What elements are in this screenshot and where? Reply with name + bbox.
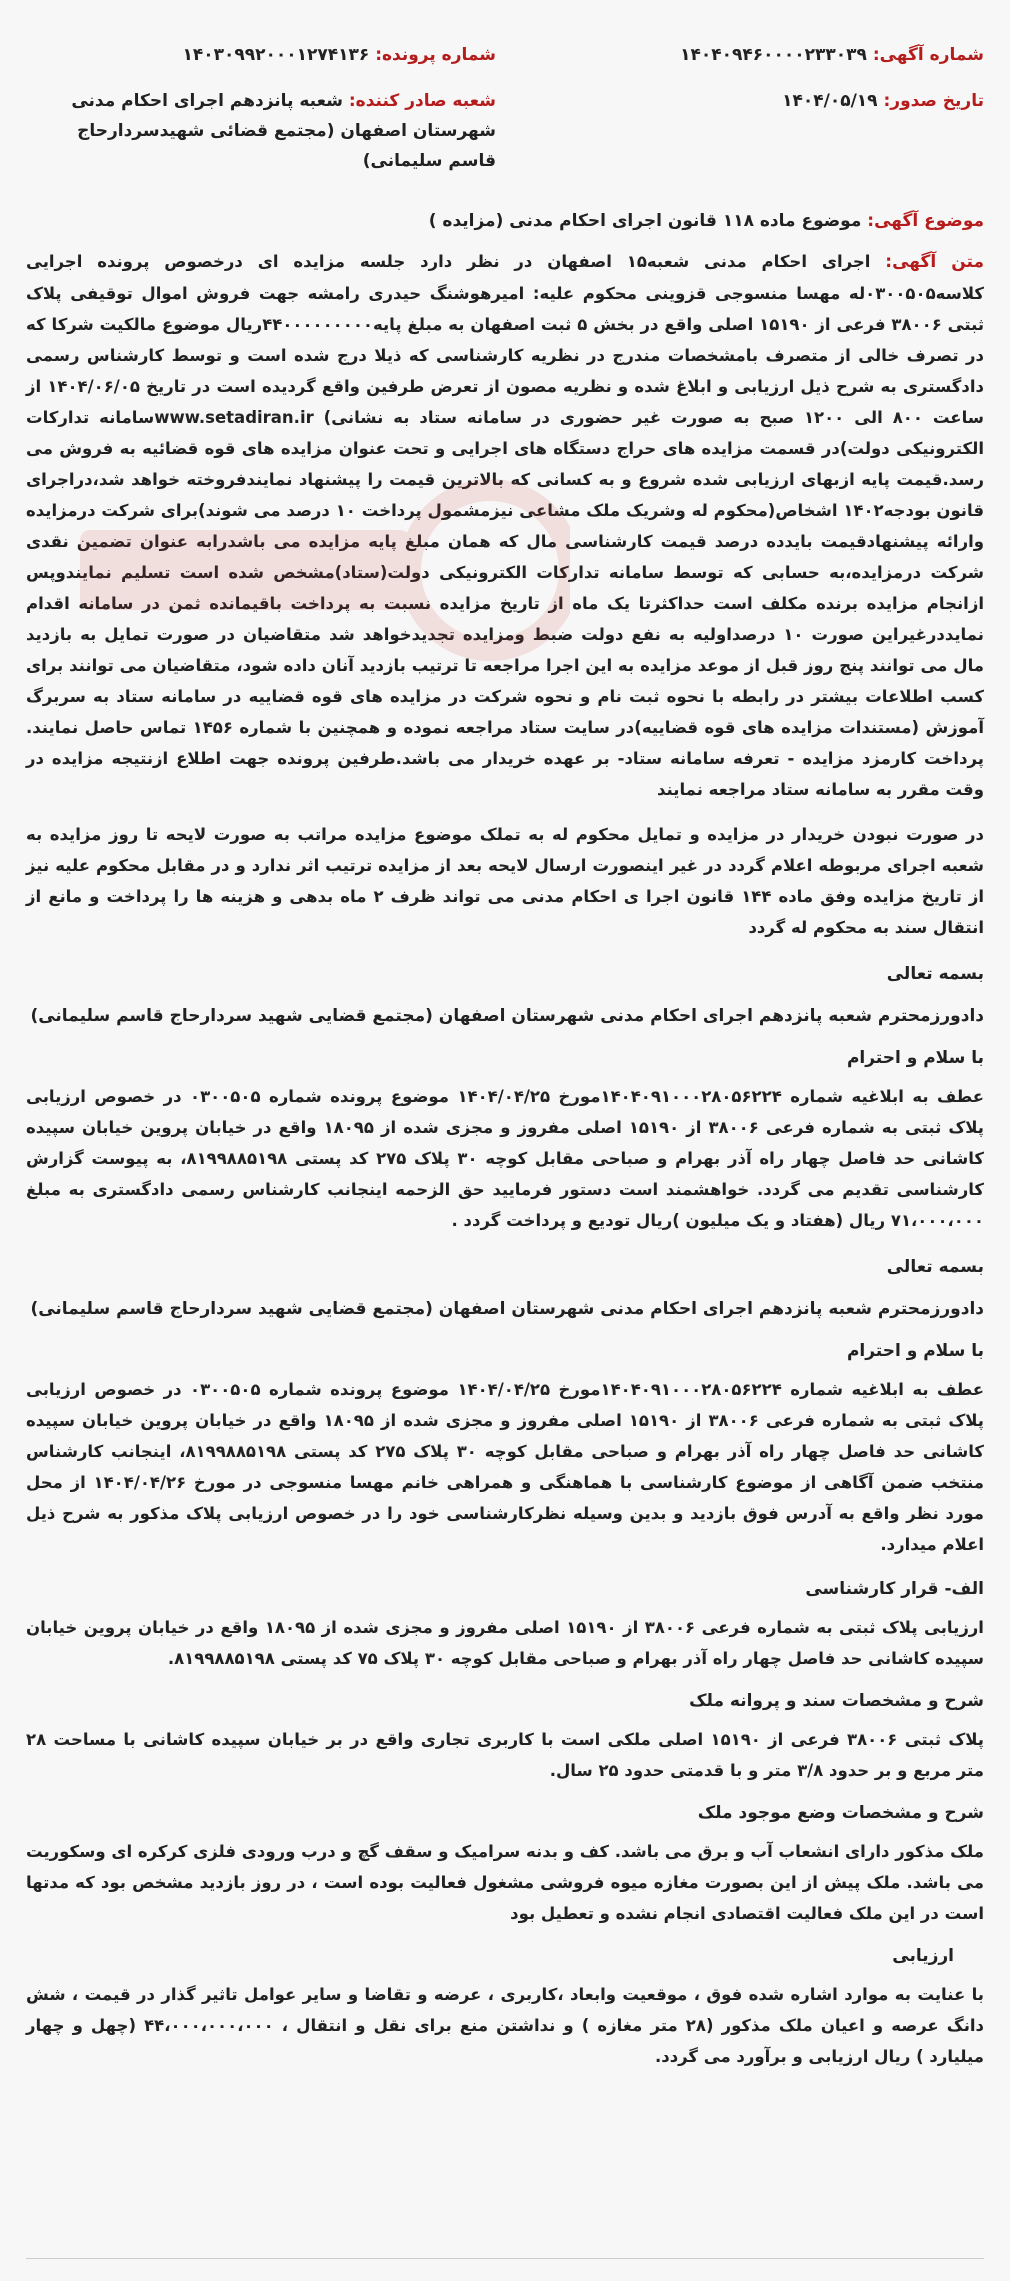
section-text: پلاک ثبتی ۳۸۰۰۶ فرعی از ۱۵۱۹۰ اصلی ملکی است با کاربری تجاری واقع در بر خیابان سپیده کاشانی با مساحت ۲۸ متر مربع و بر حدود ۳/۸ متر و با قدمتی حدود ۲۵ سال.: [26, 1730, 984, 1780]
section-text: با عنایت به موارد اشاره شده فوق ، موقعیت وابعاد ،کاربری ، عرضه و تقاضا و سایر عوامل تاثیر گذار در قیمت ، شش دانگ عرصه و اعیان ملک مذکور (۲۸ متر مغازه ) و نداشتن منع برای نقل و انتقال ، ۴۴،۰۰۰،۰۰۰،۰۰۰ (چهل و چهار میلیارد ) ریال ارزیابی و برآورد می گردد.: [26, 1985, 985, 2066]
subject-row: [26, 206, 984, 236]
letter-1-addressee: دادورزمحترم شعبه پانزدهم اجرای احکام مدنی شهرستان اصفهان (مجتمع قضایی شهید سردارحاج قاسم سلیمانی): [30, 1006, 984, 1026]
subject-text: موضوع ماده ۱۱۸ قانون اجرای احکام مدنی (مزایده ): [428, 211, 862, 231]
section-heading: شرح و مشخصات سند و پروانه ملک: [689, 1691, 984, 1711]
issuer: شعبه پانزدهم اجرای احکام مدنی شهرستان اصفهان (مجتمع قضائی شهیدسردارحاج قاسم سلیمانی): [71, 91, 496, 171]
letter-2-bismillah: بسمه تعالی: [886, 1257, 984, 1277]
letter-2-addressee: دادورزمحترم شعبه پانزدهم اجرای احکام مدنی شهرستان اصفهان (مجتمع قضایی شهید سردارحاج قاسم سلیمانی): [30, 1299, 984, 1319]
issue-date: ۱۴۰۴/۰۵/۱۹: [782, 91, 878, 111]
issue-date-row: [514, 86, 984, 116]
section-heading: ارزیابی: [892, 1946, 954, 1966]
main-text: اجرای احکام مدنی شعبه۱۵ اصفهان در نظر دارد جلسه مزایده ای درخصوص پرونده اجرایی کلاسه۰۳۰۰۵۰۵له مهسا منسوجی قزوینی محکوم علیه: امیرهوشنگ حیدری رامشه جهت فروش اموال توقیفی پلاک ثبتی ۳۸۰۰۶ فرعی از ۱۵۱۹۰ اصلی واقع در بخش ۵ ثبت اصفهان به مبلغ پایه۴۴۰۰۰۰۰۰۰۰۰ریال موضوع مالکیت شرکا که در تصرف خالی از متصرف بامشخصات مندرج در نظریه کارشناسی که ذیلا درج شده است و توسط کارشناس رسمی دادگستری به شرح ذیل ارزیابی و ابلاغ شده و نظریه مصون از تعرض طرفین واقع گردیده است در تاریخ ۱۴۰۴/۰۶/۰۵ از ساعت ۸۰۰ الی ۱۲۰۰ صبح به صورت غیر حضوری در سامانه ستاد به نشانی) www.setadiran.irسامانه تدارکات الکترونیکی دولت)در قسمت مزایده های حراج دستگاه های اجرایی و تحت عنوان مزایده های قوه قضائیه به فروش می رسد.قیمت پایه ازبهای ارزیابی شده شروع و به کسانی که بالاترین قیمت را پیشنهاد نمایندفروخته خواهد شد،دراجرای قانون بودجه۱۴۰۲ اشخاص(محکوم له وشریک ملک مشاعی نیزمشمول پرداخت ۱۰ درصد می شوند)برای شرکت درمزایده وارائه پیشنهادقیمت بایدده درصد قیمت کارشناسی مال که همان مبلغ پایه مزایده می باشدرابه عنوان تضمین نقدی شرکت درمزایده،به حسابی که توسط سامانه تدارکات الکترونیکی دولت(ستاد)مشخص شده است تسلیم نمایندوپس ازانجام مزایده برنده مکلف است حداکثرتا یک ماه از تاریخ مزایده نسبت به پرداخت باقیمانده ثمن در سامانه اقدام نمایددرغیراین صورت ۱۰ درصداولیه به نفع دولت ضبط ومزایده تجدیدخواهد شد متقاضیان در صورت تمایل به بازدید مال می توانند پنج روز قبل از موعد مزایده به این اجرا مراجعه تا ترتیب بازدید آنان داده شود، متقاضیان می توانند برای کسب اطلاعات بیشتر در رابطه با نحوه ثبت نام و نحوه شرکت در مزایده های قوه قضاییه در سامانه ستاد به سربرگ آموزش (مستندات مزایده های قوه قضاییه)در سایت ستاد مراجعه نموده و همچنین با شماره ۱۴۵۶ تماس حاصل نمایند. پرداخت کارمزد مزایده - تعرفه سامانه ستاد- بر عهده خریدار می باشد.طرفین پرونده جهت اطلاع ازنتیجه مزایده در وقت مقرر به سامانه ستاد مراجعه نمایند: [26, 252, 985, 799]
letter-1-body: عطف به ابلاغیه شماره ۱۴۰۴۰۹۱۰۰۰۲۸۰۵۶۲۲۴مورخ ۱۴۰۴/۰۴/۲۵ موضوع پرونده شماره ۰۳۰۰۵۰۵ در خصوص ارزیابی پلاک ثبتی به شماره فرعی ۳۸۰۰۶ از ۱۵۱۹۰ اصلی مفروز و مجزی شده از ۱۸۰۹۵ واقع در خیابان پروین خیابان سپیده کاشانی حد فاصل چهار راه آذر بهرام و صباحی مقابل کوچه ۳۰ پلاک ۲۷۵ کد پستی ۸۱۹۹۸۸۵۱۹۸، به پیوست گزارش کارشناسی تقدیم می گردد. خواهشمند است دستور فرمایید حق الزحمه اینجانب کارشناس رسمی دادگستری به مبلغ ۷۱،۰۰۰،۰۰۰ ریال (هفتاد و یک میلیون )ریال تودیع و پرداخت گردد .: [26, 1087, 984, 1230]
section-text: ملک مذکور دارای انشعاب آب و برق می باشد. کف و بدنه سرامیک و سقف گچ و درب ورودی فلزی کرکره ای وسکوریت می باشد. ملک پیش از این بصورت مغازه میوه فروشی مشغول فعالیت بوده است ، در روز بازدید مشخص بود که مدتها است در این ملک فعالیت اقتصادی انجام نشده و تعطیل بود: [26, 1842, 984, 1923]
section-heading: الف- قرار کارشناسی: [805, 1579, 984, 1599]
header-left: [26, 40, 496, 176]
paragraph-2: در صورت نبودن خریدار در مزایده و تمایل محکوم له به تملک موضوع مزایده مراتب به صورت لایحه تا روز مزایده به شعبه اجرای مربوطه اعلام گردد در غیر اینصورت ارسال لایحه بعد از مزایده ترتیب اثر ندارد و در مقابل محکوم علیه نیز از تاریخ مزایده وفق ماده ۱۴۴ قانون اجرا ی احکام مدنی می تواند ظرف ۲ ماه بدهی و هزینه ها را پرداخت و مانع از انتقال سند به محکوم له گردد: [26, 825, 984, 937]
file-number-label: شماره پرونده:: [375, 45, 496, 65]
letter-1-bismillah: بسمه تعالی: [886, 964, 984, 984]
header-right: [514, 40, 984, 116]
letter-2-body: عطف به ابلاغیه شماره ۱۴۰۴۰۹۱۰۰۰۲۸۰۵۶۲۲۴مورخ ۱۴۰۴/۰۴/۲۵ موضوع پرونده شماره ۰۳۰۰۵۰۵ در خصوص ارزیابی پلاک ثبتی به شماره فرعی ۳۸۰۰۶ از ۱۵۱۹۰ اصلی مفروز و مجزی شده از ۱۸۰۹۵ واقع در خیابان پروین خیابان سپیده کاشانی حد فاصل چهار راه آذر بهرام و صباحی مقابل کوچه ۳۰ پلاک ۲۷۵ کد پستی ۸۱۹۹۸۸۵۱۹۸، اینجانب کارشناس منتخب ضمن آگاهی از موضوع کارشناسی با هماهنگی و همراهی خانم مهسا منسوجی در مورخ ۱۴۰۴/۰۴/۲۶ از محل مورد نظر واقع به آدرس فوق بازدید و بدین وسیله نظرکارشناسی خود را در خصوص ارزیابی پلاک مذکور به شرح ذیل اعلام میدارد.: [26, 1380, 985, 1554]
ad-number-label: شماره آگهی:: [872, 45, 984, 65]
section-heading: شرح و مشخصات وضع موجود ملک: [697, 1803, 984, 1823]
subject-label: موضوع آگهی:: [867, 211, 984, 231]
main-text-block: [26, 246, 984, 805]
ad-number: ۱۴۰۴۰۹۴۶۰۰۰۰۲۳۳۰۳۹: [680, 45, 867, 65]
header: [26, 40, 984, 176]
issue-date-label: تاریخ صدور:: [883, 91, 984, 111]
ad-number-row: [514, 40, 984, 70]
file-number-row: [26, 40, 496, 70]
issuer-row: [26, 86, 496, 176]
section-text: ارزیابی پلاک ثبتی به شماره فرعی ۳۸۰۰۶ از ۱۵۱۹۰ اصلی مفروز و مجزی شده از ۱۸۰۹۵ واقع در خیابان پروین خیابان سپیده کاشانی حد فاصل چهار راه آذر بهرام و صباحی مقابل کوچه ۳۰ پلاک ۷۵ کد پستی ۸۱۹۹۸۸۵۱۹۸.: [26, 1618, 984, 1668]
issuer-label: شعبه صادر کننده:: [348, 91, 496, 111]
divider: [26, 2258, 984, 2259]
file-number: ۱۴۰۳۰۹۹۲۰۰۰۱۲۷۴۱۳۶: [182, 45, 370, 65]
letter-1-greeting: با سلام و احترام: [846, 1048, 984, 1068]
letter-2-greeting: با سلام و احترام: [846, 1341, 984, 1361]
main-text-label: متن آگهی:: [885, 252, 985, 272]
